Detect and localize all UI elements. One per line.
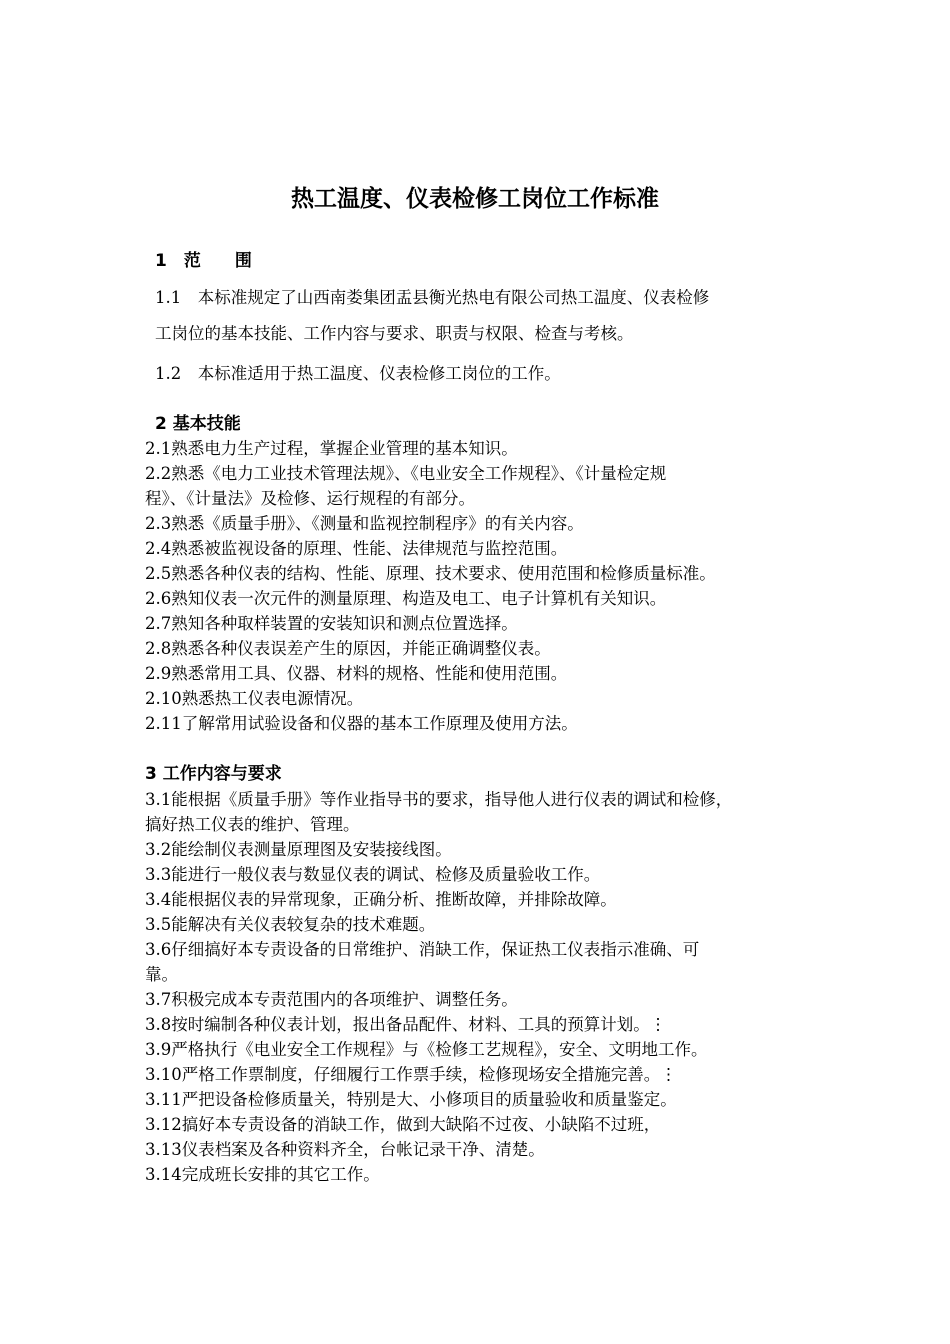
list-item: 3.2能绘制仪表测量原理图及安装接线图。 <box>145 840 452 859</box>
list-item: 2.8熟悉各种仪表误差产生的原因，并能正确调整仪表。 <box>145 639 551 658</box>
list-item: 搞好热工仪表的维护、管理。 <box>145 815 360 834</box>
list-item: 程》、《计量法》及检修、运行规程的有部分。 <box>145 489 475 508</box>
list-item: 3.11严把设备检修质量关，特别是大、小修项目的质量验收和质量鉴定。 <box>145 1090 677 1109</box>
list-item: 3.8按时编制各种仪表计划，报出备品配件、材料、工具的预算计划。⋮ <box>145 1015 667 1034</box>
list-item: 3.12搞好本专责设备的消缺工作，做到大缺陷不过夜、小缺陷不过班， <box>145 1115 661 1134</box>
list-item: 3.9严格执行《电业安全工作规程》与《检修工艺规程》，安全、文明地工作。 <box>145 1040 708 1059</box>
list-item: 2.11了解常用试验设备和仪器的基本工作原理及使用方法。 <box>145 714 578 733</box>
list-item: 2.2熟悉《电力工业技术管理法规》、《电业安全工作规程》、《计量检定规 <box>145 464 667 483</box>
document-title: 热工温度、仪表检修工岗位工作标准 <box>291 186 659 212</box>
list-item: 3.1能根据《质量手册》等作业指导书的要求，指导他人进行仪表的调试和检修， <box>145 790 733 809</box>
list-item: 3.14完成班长安排的其它工作。 <box>145 1165 380 1184</box>
paragraph-line: 工岗位的基本技能、工作内容与要求、职责与权限、检查与考核。 <box>155 324 634 343</box>
list-item: 2.5熟悉各种仪表的结构、性能、原理、技术要求、使用范围和检修质量标准。 <box>145 564 716 583</box>
list-item: 3.7积极完成本专责范围内的各项维护、调整任务。 <box>145 990 518 1009</box>
list-item: 3.5能解决有关仪表较复杂的技术难题。 <box>145 915 436 934</box>
section-heading: 3 工作内容与要求 <box>145 764 282 784</box>
paragraph-line: 1.1 本标准规定了山西南娄集团盂县衡光热电有限公司热工温度、仪表检修 <box>155 288 710 307</box>
list-item: 2.6熟知仪表一次元件的测量原理、构造及电工、电子计算机有关知识。 <box>145 589 667 608</box>
list-item: 3.6仔细搞好本专责设备的日常维护、消缺工作，保证热工仪表指示准确、可 <box>145 940 700 959</box>
list-item: 3.10严格工作票制度，仔细履行工作票手续，检修现场安全措施完善。⋮ <box>145 1065 677 1084</box>
section-heading: 1 范 围 <box>155 251 252 271</box>
list-item: 2.9熟悉常用工具、仪器、材料的规格、性能和使用范围。 <box>145 664 568 683</box>
list-item: 3.4能根据仪表的异常现象，正确分析、推断故障，并排除故障。 <box>145 890 617 909</box>
list-item: 靠。 <box>145 965 178 984</box>
list-item: 2.3熟悉《质量手册》、《测量和监视控制程序》的有关内容。 <box>145 514 584 533</box>
list-item: 2.7熟知各种取样装置的安装知识和测点位置选择。 <box>145 614 518 633</box>
list-item: 2.1熟悉电力生产过程，掌握企业管理的基本知识。 <box>145 439 518 458</box>
list-item: 3.13仪表档案及各种资料齐全，台帐记录干净、清楚。 <box>145 1140 545 1159</box>
section-heading: 2 基本技能 <box>155 414 241 434</box>
paragraph-line: 1.2 本标准适用于热工温度、仪表检修工岗位的工作。 <box>155 364 561 383</box>
list-item: 2.4熟悉被监视设备的原理、性能、法律规范与监控范围。 <box>145 539 568 558</box>
list-item: 2.10熟悉热工仪表电源情况。 <box>145 689 364 708</box>
list-item: 3.3能进行一般仪表与数显仪表的调试、检修及质量验收工作。 <box>145 865 601 884</box>
